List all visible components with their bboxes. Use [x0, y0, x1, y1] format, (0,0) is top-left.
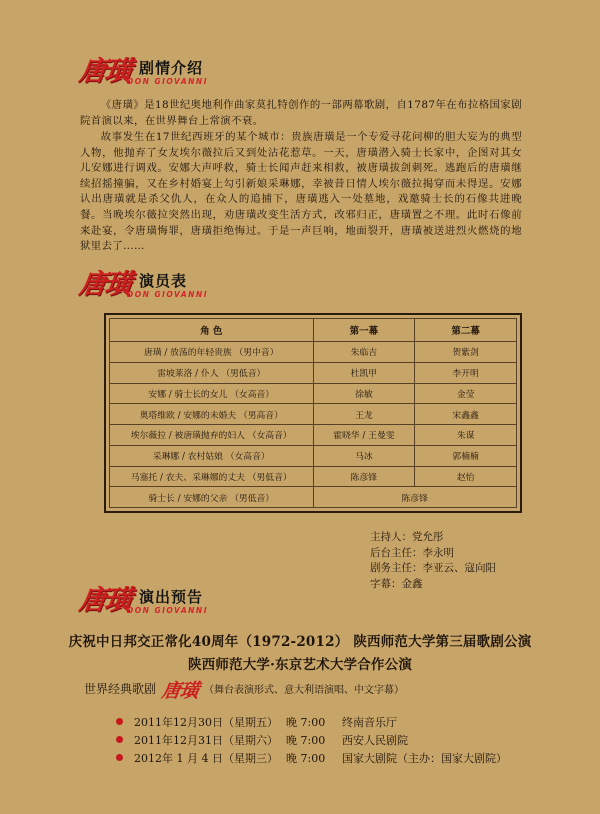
cast-logo: 唐璜 [77, 269, 132, 300]
bullet-icon [116, 718, 123, 725]
crew-host: 主持人：党允彤 [370, 531, 444, 543]
bullet-icon [116, 754, 123, 761]
cast-title: 演员表 [139, 272, 188, 290]
role-cell: 马塞托 / 农夫、采琳娜的丈夫 （男低音） [110, 466, 314, 487]
table-row [110, 425, 517, 446]
preview-tagline [84, 676, 404, 703]
cast-table-header-row [110, 319, 517, 342]
preview-logo: 唐璜 [77, 585, 132, 616]
act1-cell: 朱临吉 [313, 342, 415, 363]
preview-subtitle: DON GIOVANNI [127, 606, 208, 615]
role-cell: 采琳娜 / 农村姑娘 （女高音） [110, 445, 314, 466]
preview-headline-2: 陕西师范大学·东京艺术大学合作公演 [187, 657, 413, 673]
role-cell: 安娜 / 骑士长的女儿 （女高音） [110, 383, 314, 404]
show-venue-2: 西安人民剧院 [342, 734, 408, 747]
crew-list [370, 530, 496, 592]
header-act-1: 第一幕 [313, 319, 415, 342]
table-row [110, 487, 517, 508]
show-time-2: 晚 7:00 [286, 734, 326, 747]
both-acts-cell: 陈彦锋 [313, 487, 517, 508]
act1-cell: 徐敏 [313, 383, 415, 404]
act1-cell: 霍晓华 / 王曼雯 [313, 425, 415, 446]
table-row [110, 404, 517, 425]
act1-cell: 马冰 [313, 445, 415, 466]
act2-cell: 郭楠楠 [415, 445, 517, 466]
role-cell: 骑士长 / 安娜的父亲 （男低音） [110, 487, 314, 508]
table-row [110, 445, 517, 466]
crew-stage-manager: 剧务主任：李亚云、寇向阳 [370, 562, 496, 574]
tagline-note: （舞台表演形式、意大利语演唱、中文字幕） [204, 685, 405, 696]
table-row [110, 362, 517, 383]
act2-cell: 金莹 [415, 383, 517, 404]
act1-cell: 杜凯甲 [313, 362, 415, 383]
act1-cell: 王龙 [313, 404, 415, 425]
role-cell: 唐璜 / 放荡的年轻贵族 （男中音） [110, 342, 314, 363]
show-venue-3: 国家大剧院（主办：国家大剧院） [342, 752, 507, 765]
preview-headline-1: 庆祝中日邦交正常化40周年（1972-2012） 陕西师范大学第三届歌剧公演 [68, 634, 532, 650]
synopsis-subtitle: DON GIOVANNI [127, 77, 208, 86]
bullet-icon [116, 736, 123, 743]
show-date-2: 2011年12月31日（星期六） [134, 734, 278, 747]
crew-subtitles: 字幕：金鑫 [370, 577, 423, 590]
synopsis-title: 剧情介绍 [139, 59, 204, 77]
header-act-2: 第二幕 [415, 319, 517, 342]
table-row [110, 466, 517, 487]
act2-cell: 赵怡 [415, 466, 517, 487]
tagline-prefix: 世界经典歌剧 [84, 682, 157, 696]
header-role: 角 色 [110, 319, 314, 342]
cast-table-frame [104, 313, 522, 513]
role-cell: 埃尔薇拉 / 被唐璜抛弃的妇人 （女高音） [110, 425, 314, 446]
synopsis-paragraph-2: 故事发生在17世纪西班牙的某个城市：贵族唐璜是一个专爱寻花问柳的胆大妄为的典型人物，他抛弃了女友埃尔薇拉后又到处沾花惹草。一天，唐璜潜入骑士长家中，企图对其女儿安娜进行调戏。安娜大声呼救，骑士长闻声赶来相救，被唐璜拔剑刺死。逃跑后的唐璜继续招摇撞骗，又在乡村婚宴上勾引新娘采琳娜，幸被昔日情人埃尔薇拉揭穿而未得逞。安娜认出唐璜就是杀父仇人，在众人的追捕下，唐璜逃入一处墓地，戏邀骑士长的石像共进晚餐。当晚埃尔薇拉突然出现，劝唐璜改变生活方式，改邪归正，唐璜置之不理。此时石像前来赴宴，令唐璜悔罪，唐璜拒绝悔过。于是一声巨响，地面裂开，唐璜被送进烈火燃烧的地狱里去了…… [80, 131, 522, 253]
crew-backstage: 后台主任：李永明 [370, 546, 454, 559]
show-venue-1: 终南音乐厅 [342, 716, 397, 729]
tagline-logo: 唐璜 [160, 680, 200, 702]
synopsis-logo: 唐璜 [77, 56, 132, 87]
table-row [110, 383, 517, 404]
show-time-3: 晚 7:00 [286, 752, 326, 765]
act1-cell: 陈彦锋 [313, 466, 415, 487]
synopsis-paragraph-1: 《唐璜》是18世纪奥地利作曲家莫扎特创作的一部两幕歌剧，自1787年在布拉格国家剧院首演以来，在世界舞台上常演不衰。 [80, 99, 522, 127]
show-date-1: 2011年12月30日（星期五） [134, 716, 278, 729]
act2-cell: 宋鑫鑫 [415, 404, 517, 425]
cast-subtitle: DON GIOVANNI [127, 290, 208, 299]
role-cell: 奥塔维欧 / 安娜的未婚夫 （男高音） [110, 404, 314, 425]
preview-title: 演出预告 [139, 588, 204, 606]
act2-cell: 朱谋 [415, 425, 517, 446]
show-time-1: 晚 7:00 [286, 716, 326, 729]
role-cell: 雷坡莱洛 / 仆人 （男低音） [110, 362, 314, 383]
act2-cell: 李开明 [415, 362, 517, 383]
show-date-3: 2012年 1 月 4 日（星期三） [134, 752, 278, 765]
act2-cell: 贺紫剑 [415, 342, 517, 363]
table-row [110, 342, 517, 363]
cast-table [109, 318, 517, 508]
